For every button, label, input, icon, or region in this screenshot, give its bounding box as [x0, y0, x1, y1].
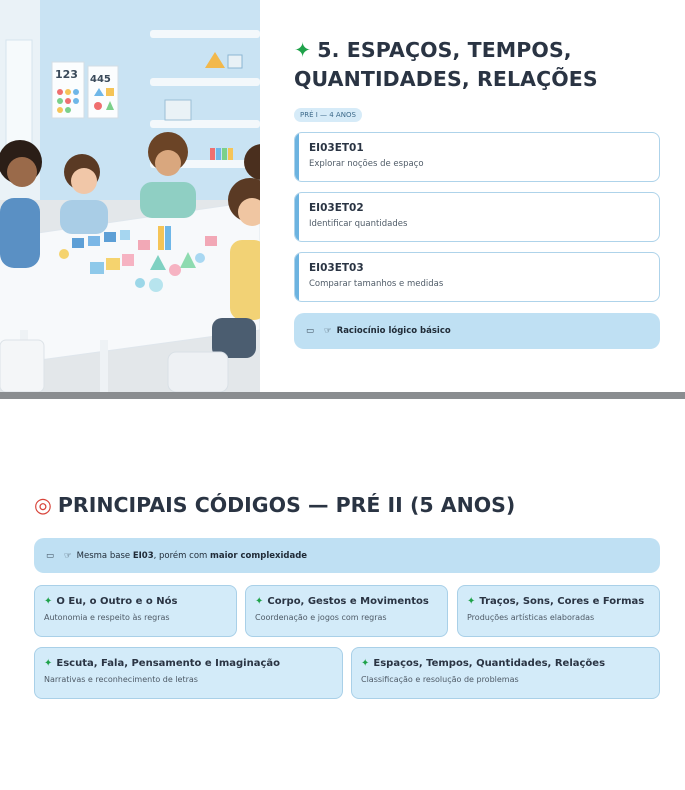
code-card-ei03et03	[294, 252, 660, 302]
slide-divider	[0, 392, 685, 399]
note-middle: , porém com	[153, 550, 208, 561]
code-card-ei03et02	[294, 192, 660, 242]
note-box-pre2	[34, 538, 660, 573]
classroom-photo	[0, 0, 260, 392]
shapes-poster	[88, 66, 118, 118]
code-description: Comparar tamanhos e medidas	[309, 279, 444, 289]
field-title: O Eu, o Outro e o Nós	[56, 596, 178, 607]
field-title: Corpo, Gestos e Movimentos	[267, 596, 429, 607]
note-bold-code: EI03	[132, 550, 154, 561]
field-description: Classificação e resolução de problemas	[361, 675, 519, 684]
pointing-hand-icon: ☞	[324, 326, 332, 336]
puzzle-icon: ✦	[255, 596, 264, 607]
field-card-eu-outro-nos	[34, 585, 237, 637]
note-box	[294, 313, 660, 349]
field-card-corpo-gestos	[245, 585, 448, 637]
slide1-content	[294, 36, 660, 349]
svg-text:445: 445	[90, 74, 111, 85]
code-card-ei03et01	[294, 132, 660, 182]
field-description: Narrativas e reconhecimento de letras	[44, 675, 198, 684]
pointing-hand-icon: ☞	[64, 550, 72, 561]
note-bold-emphasis: maior complexidade	[210, 550, 308, 561]
field-title: Escuta, Fala, Pensamento e Imaginação	[56, 658, 281, 669]
child-left	[0, 140, 42, 268]
classroom-illustration	[0, 0, 260, 392]
field-card-escuta-fala	[34, 647, 343, 699]
code-description: Identificar quantidades	[309, 219, 408, 229]
code-description: Explorar noções de espaço	[309, 159, 424, 169]
field-title: Traços, Sons, Cores e Formas	[479, 596, 645, 607]
slide-espacos-tempos	[0, 0, 685, 392]
field-description: Autonomia e respeito às regras	[44, 613, 170, 622]
code-label: EI03ET01	[309, 142, 364, 154]
svg-text:123: 123	[55, 68, 78, 81]
code-label: EI03ET02	[309, 202, 364, 214]
field-description: Coordenação e jogos com regras	[255, 613, 387, 622]
note-icon: ▭	[46, 550, 55, 561]
note-text: Raciocínio lógico básico	[336, 326, 451, 336]
slide1-title: ✦ 5. ESPAÇOS, TEMPOS, QUANTIDADES, RELAÇÕES	[294, 38, 598, 91]
target-icon: ◎	[34, 493, 52, 517]
puzzle-icon: ✦	[361, 658, 370, 669]
note-icon: ▭	[306, 326, 315, 336]
puzzle-icon: ✦	[294, 38, 312, 62]
age-badge: PRÉ I — 4 ANOS	[294, 108, 362, 122]
field-title: Espaços, Tempos, Quantidades, Relações	[373, 658, 606, 669]
code-label: EI03ET03	[309, 262, 364, 274]
puzzle-icon: ✦	[44, 658, 53, 669]
field-card-espacos-tempos	[351, 647, 660, 699]
puzzle-icon: ✦	[467, 596, 476, 607]
numbers-poster	[52, 62, 84, 118]
slide2-title: ◎ PRINCIPAIS CÓDIGOS — PRÉ II (5 ANOS)	[34, 493, 516, 517]
field-card-tracos-sons	[457, 585, 660, 637]
field-description: Produções artísticas elaboradas	[467, 613, 595, 622]
note-prefix: Mesma base	[76, 550, 131, 561]
puzzle-icon: ✦	[44, 596, 53, 607]
